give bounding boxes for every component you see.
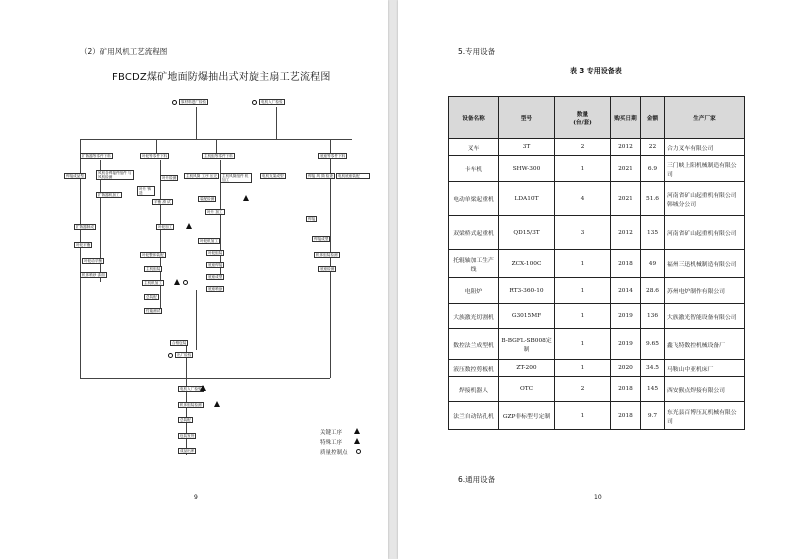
flow-step: 焊接 风 筒 检查 — [308, 174, 333, 178]
flow-step: 原材料进厂检验 — [172, 99, 208, 105]
table-cell: 数控法兰成型机 — [449, 329, 499, 360]
table-cell: LDA10T — [499, 182, 555, 216]
table-row — [449, 156, 745, 182]
table-cell: 福州三迅机械制造有限公司 — [665, 250, 745, 278]
flow-step: 叶轮组装 — [208, 251, 223, 255]
header-cell: 型号 — [499, 97, 555, 139]
flow-connector — [80, 378, 330, 379]
table-cell: 3 — [555, 216, 611, 250]
flow-step: 成品出库 — [180, 449, 195, 453]
table-cell: 电阻炉 — [449, 278, 499, 304]
table-row — [449, 250, 745, 278]
table-cell: 河南省矿山起重机有限公司 — [665, 216, 745, 250]
table-cell: 双梁桥式起重机 — [449, 216, 499, 250]
flow-step: 主机风筒组件 机加工 — [220, 173, 252, 183]
table-row — [449, 278, 745, 304]
flow-step: 机体喷砂 漆面 — [82, 273, 105, 277]
flow-step: 电机支架成型 — [262, 174, 284, 178]
flow-step: 主机组等零件下料 — [204, 154, 233, 158]
table-cell: 三门峡上阳机械制造有限公司 — [665, 156, 745, 182]
legend-key-process: 关键工序 — [320, 428, 342, 436]
header-cell: 生产厂家 — [665, 97, 745, 139]
flow-step: 平衡 滑 试 — [154, 200, 171, 204]
table-cell: 3T — [499, 139, 555, 156]
table-cell: SHW-300 — [499, 156, 555, 182]
table-cell: 1 — [555, 278, 611, 304]
table-cell: 4 — [555, 182, 611, 216]
key-process-icon — [243, 195, 249, 201]
table-cell: 叉车 — [449, 139, 499, 156]
flow-step: 电机底座装配 — [336, 173, 370, 179]
table-cell: 2012 — [611, 139, 641, 156]
table-cell: OTC — [499, 377, 555, 402]
flow-step: 焊接成型 — [314, 237, 329, 241]
key-process-icon — [186, 223, 192, 229]
flow-step: 主机组装 — [146, 267, 161, 271]
equipment-table — [448, 96, 745, 430]
flow-step: 总装配 — [146, 295, 157, 299]
header-cell: 数量 (台/套) — [555, 97, 611, 139]
flow-step: 主机机加工 — [144, 281, 162, 285]
table-cell: 135 — [641, 216, 665, 250]
key-process-icon — [200, 385, 206, 391]
table-cell: 1 — [555, 250, 611, 278]
table-cell: 鑫飞特数控机械设备厂 — [665, 329, 745, 360]
flow-step: 底座喷涂 — [208, 287, 223, 291]
table-cell: G3015MF — [499, 304, 555, 329]
legend-qc-point: 质量控制点 — [320, 448, 348, 456]
table-cell: 2020 — [611, 360, 641, 377]
flow-step: 叶片 铸造 — [137, 186, 155, 196]
table-cell: 1 — [555, 402, 611, 430]
table-cell: 34.5 — [641, 360, 665, 377]
table-cell: 145 — [641, 377, 665, 402]
table-cell: 1 — [555, 156, 611, 182]
flow-step: 底座焊接 — [208, 263, 223, 267]
table-cell: 合力叉车有限公司 — [665, 139, 745, 156]
table-cell: 9.65 — [641, 329, 665, 360]
table-cell: 1 — [555, 360, 611, 377]
table-body — [449, 139, 745, 430]
flow-step: 包装发货 — [180, 434, 195, 438]
table-cell: 136 — [641, 304, 665, 329]
table-cell: 22 — [641, 139, 665, 156]
table-cell: 卡车机 — [449, 156, 499, 182]
flow-step: 扩散器等零件下料 — [82, 154, 111, 158]
flow-connector — [216, 139, 217, 154]
flow-step: 叶轮机加工 — [200, 239, 218, 243]
header-cell: 设备名称 — [449, 97, 499, 139]
table-cell: 2018 — [611, 250, 641, 278]
table-cell: 28.6 — [641, 278, 665, 304]
table-cell: 2021 — [611, 156, 641, 182]
table-cell: 6.9 — [641, 156, 665, 182]
table-row — [449, 216, 745, 250]
table-cell: 2018 — [611, 402, 641, 430]
table-cell: 2018 — [611, 377, 641, 402]
table-cell: 1 — [555, 304, 611, 329]
flow-step: 合格包装 — [172, 341, 187, 345]
table-cell: ZCX-100C — [499, 250, 555, 278]
left-page — [0, 0, 388, 559]
flow-step: 叶轮加工 — [158, 225, 173, 229]
table-cell: 51.6 — [641, 182, 665, 216]
flow-step: 出厂检验 — [168, 352, 193, 358]
table-cell: 托辊轴加工生产线 — [449, 250, 499, 278]
table-header-row — [449, 97, 745, 139]
flow-step: 底座成型 — [208, 275, 223, 279]
table-cell: GZP非标型号定制 — [499, 402, 555, 430]
table-cell: 2 — [555, 139, 611, 156]
page-number: 10 — [594, 494, 602, 501]
key-process-icon — [354, 428, 360, 434]
table-row — [449, 139, 745, 156]
table-cell: RT3-360-10 — [499, 278, 555, 304]
table-cell: 49 — [641, 250, 665, 278]
flow-step: 装配检测 — [200, 197, 215, 201]
section-title: （2）矿用风机工艺流程图 — [80, 47, 168, 56]
flow-connector — [196, 290, 197, 350]
legend-special-process: 特殊工序 — [320, 438, 342, 446]
table-cell: ZT-200 — [499, 360, 555, 377]
table-cell: 9.7 — [641, 402, 665, 430]
table-row — [449, 182, 745, 216]
table-caption: 表 3 专用设备表 — [570, 67, 622, 75]
special-process-icon — [354, 438, 360, 444]
table-cell: 大族激光切割机 — [449, 304, 499, 329]
flow-step: 焊接 — [308, 217, 316, 221]
table-cell: 东光县百博压瓦机械有限公司 — [665, 402, 745, 430]
table-row — [449, 304, 745, 329]
flow-step: 叶轮动平衡 — [84, 259, 102, 263]
flow-step: 风机各焊接件组件 与风机检测 — [96, 170, 134, 180]
table-cell: QD15/3T — [499, 216, 555, 250]
table-cell: 电动单梁起重机 — [449, 182, 499, 216]
flow-step: 电机入厂检验 — [180, 387, 202, 391]
qc-point-icon — [252, 100, 257, 105]
key-process-icon — [214, 401, 220, 407]
flow-connector — [196, 107, 197, 140]
header-cell: 金额 — [641, 97, 665, 139]
table-cell: 西安猴点焊接有限公司 — [665, 377, 745, 402]
table-cell: 法兰自动钻孔机 — [449, 402, 499, 430]
key-process-icon — [174, 279, 180, 285]
table-cell: 马鞍山中亚机床厂 — [665, 360, 745, 377]
table-cell: 2019 — [611, 329, 641, 360]
table-row — [449, 329, 745, 360]
table-cell: 1 — [555, 329, 611, 360]
table-cell: 2014 — [611, 278, 641, 304]
section-title: 5.专用设备 — [458, 47, 496, 56]
flow-connector — [156, 139, 157, 154]
table-cell: 2 — [555, 377, 611, 402]
flow-step: 叶轮整体装配 — [142, 253, 164, 257]
flow-step: 总装配 — [180, 418, 191, 422]
flow-step: 底座检测 — [320, 267, 335, 271]
page-number: 9 — [194, 494, 198, 501]
qc-point-icon — [183, 280, 188, 285]
flow-step: 性能测试 — [146, 309, 161, 313]
flow-step: 主机风筒 工序 压完 — [186, 174, 218, 178]
flow-step: 底座等零件下料 — [320, 154, 346, 158]
flow-step: 机体组装检测 — [316, 253, 338, 257]
qc-point-icon — [168, 353, 173, 358]
flow-step: 叶轮平衡 — [76, 243, 91, 247]
table-cell: 焊接机器人 — [449, 377, 499, 402]
table-cell: B-BGFL-SB008定制 — [499, 329, 555, 360]
qc-point-icon — [356, 449, 361, 454]
flow-step: 机体组装检测 — [180, 403, 202, 407]
header-cell: 购买日期 — [611, 97, 641, 139]
flow-step: 叶轮等零件下料 — [142, 154, 168, 158]
section-title: 6.通用设备 — [458, 475, 496, 484]
flow-step: 焊接成品型 — [66, 174, 84, 178]
flow-step: 扩散器制成 — [76, 225, 94, 229]
flow-step: 电机入厂检验 — [252, 99, 285, 105]
table-row — [449, 360, 745, 377]
flowchart-title: FBCDZ煤矿地面防爆抽出式对旋主扇工艺流程图 — [112, 72, 331, 83]
table-cell: 河南省矿山起重机有限公司韩城分公司 — [665, 182, 745, 216]
flow-step: 扩散器机加工 — [98, 193, 120, 197]
table-cell: 大族激光智能设备有限公司 — [665, 304, 745, 329]
flow-step: 叶片检测 — [162, 176, 177, 180]
table-cell: 苏州电炉制作有限公司 — [665, 278, 745, 304]
flow-step: 叶片 加工 — [207, 210, 223, 214]
table-cell: 液压数控剪板机 — [449, 360, 499, 377]
qc-point-icon — [172, 100, 177, 105]
flow-connector — [276, 107, 277, 140]
table-row — [449, 377, 745, 402]
table-cell: 2012 — [611, 216, 641, 250]
table-row — [449, 402, 745, 430]
table-cell: 2019 — [611, 304, 641, 329]
table-cell: 2021 — [611, 182, 641, 216]
